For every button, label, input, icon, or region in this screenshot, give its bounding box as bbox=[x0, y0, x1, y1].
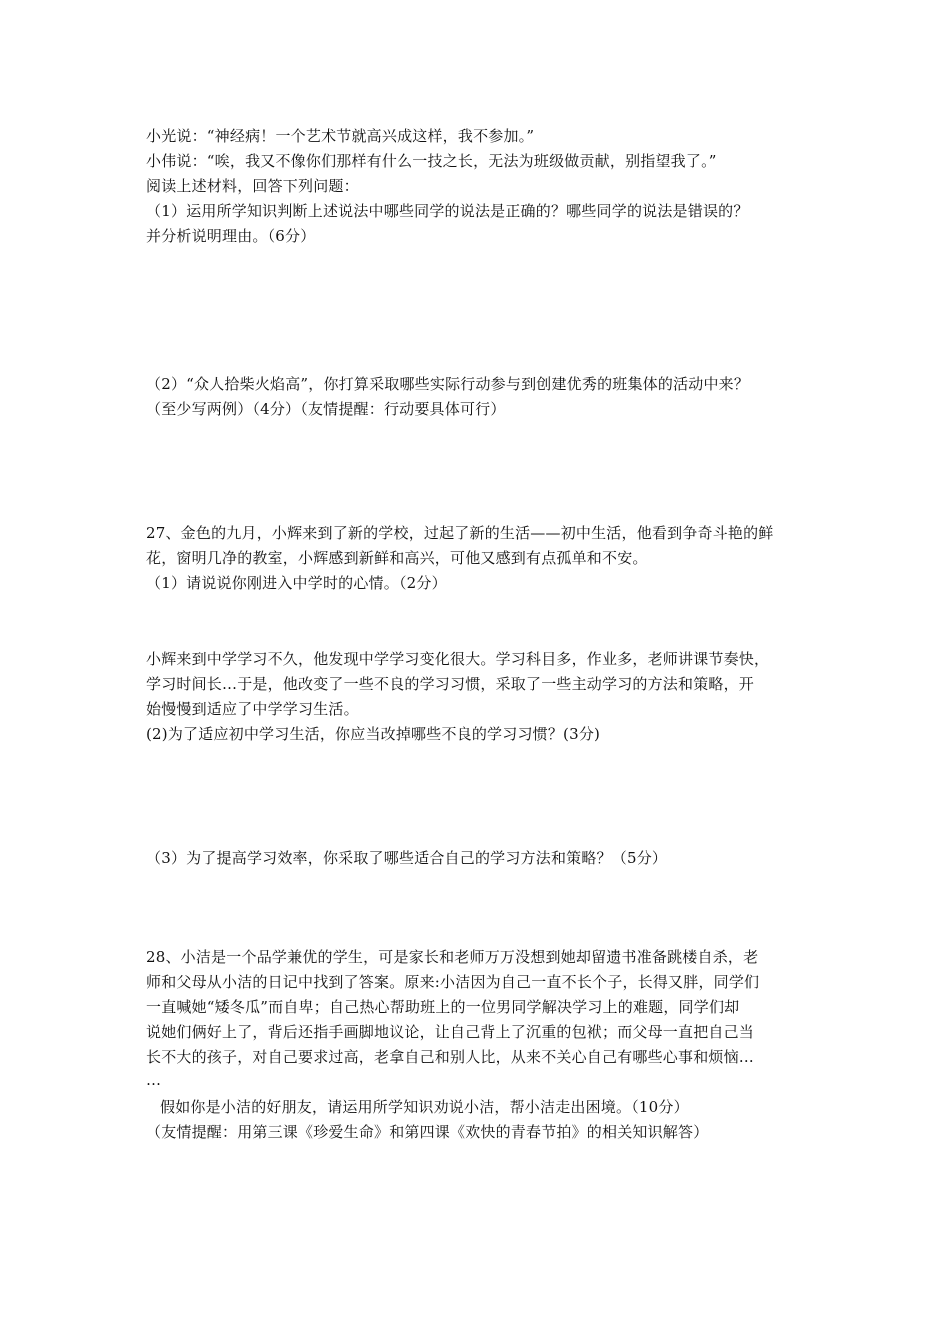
question-28-task: 假如你是小洁的好朋友，请运用所学知识劝说小洁，帮小洁走出困境。（10分） bbox=[160, 1098, 689, 1116]
question-27-3: （3）为了提高学习效率，你采取了哪些适合自己的学习方法和策略？（5分） bbox=[146, 849, 668, 867]
question-28-passage-5: 长不大的孩子，对自己要求过高，老拿自己和别人比，从来不关心自己有哪些心事和烦恼… bbox=[146, 1048, 755, 1066]
dialogue-xiaoguang: 小光说：“神经病！一个艺术节就高兴成这样，我不参加。” bbox=[146, 127, 535, 145]
question-26-1-continued: 并分析说明理由。（6分） bbox=[146, 227, 316, 245]
question-28-passage-1: 28、小洁是一个品学兼优的学生，可是家长和老师万万没想到她却留遗书准备跳楼自杀，老 bbox=[146, 948, 759, 966]
question-27-intro: 27、金色的九月，小辉来到了新的学校，过起了新的生活——初中生活，他看到争奇斗艳的鲜 bbox=[146, 524, 774, 542]
question-26-1: （1）运用所学知识判断上述说法中哪些同学的说法是正确的？哪些同学的说法是错误的？ bbox=[146, 202, 749, 220]
question-27-passage-2: 学习时间长…于是，他改变了一些不良的学习习惯，采取了一些主动学习的方法和策略，开 bbox=[146, 675, 755, 693]
question-27-1: （1）请说说你刚进入中学时的心情。（2分） bbox=[146, 574, 447, 592]
question-26-2-note: （至少写两例）（4分）（友情提醒：行动要具体可行） bbox=[146, 400, 506, 418]
question-28-passage-3: 一直喊她“矮冬瓜”而自卑；自己热心帮助班上的一位男同学解决学习上的难题，同学们却 bbox=[146, 998, 740, 1016]
question-27-passage-3: 始慢慢到适应了中学学习生活。 bbox=[146, 700, 359, 718]
question-26-2: （2）“众人拾柴火焰高”，你打算采取哪些实际行动参与到创建优秀的班集体的活动中来？ bbox=[146, 375, 750, 393]
reading-instruction: 阅读上述材料，回答下列问题： bbox=[146, 177, 359, 195]
question-28-note: （友情提醒：用第三课《珍爱生命》和第四课《欢快的青春节拍》的相关知识解答） bbox=[146, 1123, 709, 1141]
question-28-passage-6: … bbox=[146, 1071, 162, 1089]
question-27-passage-1: 小辉来到中学学习不久，他发现中学学习变化很大。学习科目多，作业多，老师讲课节奏快， bbox=[146, 650, 770, 668]
question-28-passage-2: 师和父母从小洁的日记中找到了答案。原来:小洁因为自己一直不长个子，长得又胖，同学们 bbox=[146, 973, 760, 991]
question-27-2: (2)为了适应初中学习生活，你应当改掉哪些不良的学习习惯？(3分) bbox=[146, 725, 601, 743]
dialogue-xiaowei: 小伟说：“唉，我又不像你们那样有什么一技之长，无法为班级做贡献，别指望我了。” bbox=[146, 152, 717, 170]
question-28-passage-4: 说她们俩好上了，背后还指手画脚地议论，让自己背上了沉重的包袱；而父母一直把自己当 bbox=[146, 1023, 755, 1041]
question-27-intro-continued: 花，窗明几净的教室，小辉感到新鲜和高兴，可他又感到有点孤单和不安。 bbox=[146, 549, 648, 567]
